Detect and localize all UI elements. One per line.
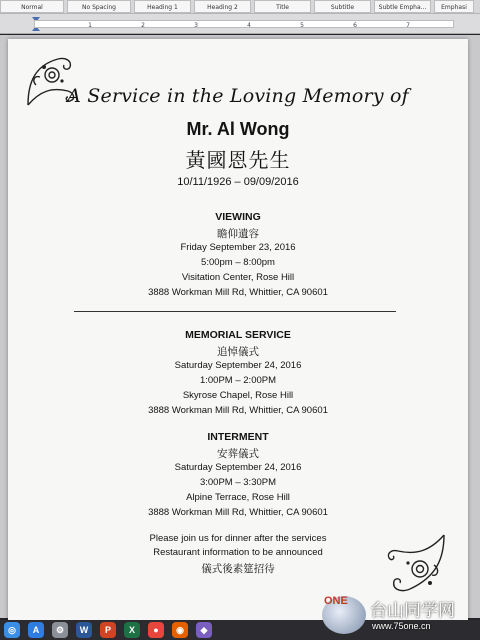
system-preferences-icon[interactable]: ⚙	[52, 622, 68, 638]
style-heading-2[interactable]: Heading 2	[194, 0, 251, 13]
viewing-chinese: 瞻仰遺容	[217, 228, 259, 240]
interment-address: 3888 Workman Mill Rd, Whittier, CA 90601	[148, 507, 328, 518]
memorial-service-date: Saturday September 24, 2016	[174, 360, 302, 371]
memorial-heading: A Service in the Loving Memory of	[67, 85, 409, 107]
excel-icon[interactable]: X	[124, 622, 140, 638]
style-subtle-emphasis[interactable]: Subtle Empha...	[374, 0, 431, 13]
corner-flourish-icon	[380, 529, 450, 599]
deceased-name: Mr. Al Wong	[186, 119, 290, 139]
memorial-service-address: 3888 Workman Mill Rd, Whittier, CA 90601	[148, 405, 328, 416]
powerpoint-icon[interactable]: P	[100, 622, 116, 638]
dinner-chinese: 儀式後素筵招待	[201, 563, 275, 575]
site-watermark	[320, 594, 480, 640]
memorial-service-chinese: 追悼儀式	[217, 346, 259, 358]
ruler-tick: 7	[406, 22, 410, 29]
styles-gallery	[0, 0, 480, 14]
app-store-icon[interactable]: A	[28, 622, 44, 638]
interment-date: Saturday September 24, 2016	[174, 462, 302, 473]
deceased-chinese-name: 黃國恩先生	[185, 148, 291, 172]
memorial-service-title: MEMORIAL SERVICE	[185, 329, 291, 341]
dinner-invitation: Please join us for dinner after the services	[149, 533, 327, 544]
section-divider	[74, 311, 396, 312]
document-workspace[interactable]	[0, 35, 480, 618]
interment-place: Alpine Terrace, Rose Hill	[186, 492, 290, 503]
viewing-address: 3888 Workman Mill Rd, Whittier, CA 90601	[148, 287, 328, 298]
style-title[interactable]: Title	[254, 0, 311, 13]
memorial-service-place: Skyrose Chapel, Rose Hill	[182, 390, 294, 401]
viewing-date: Friday September 23, 2016	[180, 242, 296, 253]
ruler-tick: 5	[300, 22, 304, 29]
firefox-icon[interactable]: ◉	[172, 622, 188, 638]
style-heading-1[interactable]: Heading 1	[134, 0, 191, 13]
watermark-title: 台山同学网	[370, 601, 455, 621]
ruler-tick: 6	[353, 22, 357, 29]
watermark-url: www.75one.cn	[372, 621, 431, 631]
chrome-icon[interactable]: ●	[148, 622, 164, 638]
style-emphasis[interactable]: Emphasi	[434, 0, 474, 13]
document-page[interactable]	[8, 39, 468, 621]
interment-title: INTERMENT	[207, 431, 269, 443]
word-icon[interactable]: W	[76, 622, 92, 638]
style-normal[interactable]: Normal	[0, 0, 64, 13]
horizontal-ruler[interactable]	[0, 14, 480, 34]
ruler-track	[34, 20, 454, 28]
safari-icon[interactable]: ◎	[4, 622, 20, 638]
interment-time: 3:00PM – 3:30PM	[199, 477, 277, 488]
ruler-tick: 3	[194, 22, 198, 29]
watermark-badge-text: ONE	[324, 595, 348, 607]
style-subtitle[interactable]: Subtitle	[314, 0, 371, 13]
memorial-service-time: 1:00PM – 2:00PM	[199, 375, 277, 386]
restaurant-info: Restaurant information to be announced	[153, 547, 323, 558]
style-no-spacing[interactable]: No Spacing	[67, 0, 131, 13]
misc-app-icon[interactable]: ◆	[196, 622, 212, 638]
life-dates: 10/11/1926 – 09/09/2016	[177, 176, 299, 188]
ruler-tick: 4	[247, 22, 251, 29]
interment-chinese: 安葬儀式	[217, 448, 259, 460]
ruler-tick: 2	[141, 22, 145, 29]
viewing-title: VIEWING	[215, 211, 261, 223]
viewing-time: 5:00pm – 8:00pm	[201, 257, 275, 268]
viewing-place: Visitation Center, Rose Hill	[181, 272, 295, 283]
ruler-tick: 1	[88, 22, 92, 29]
